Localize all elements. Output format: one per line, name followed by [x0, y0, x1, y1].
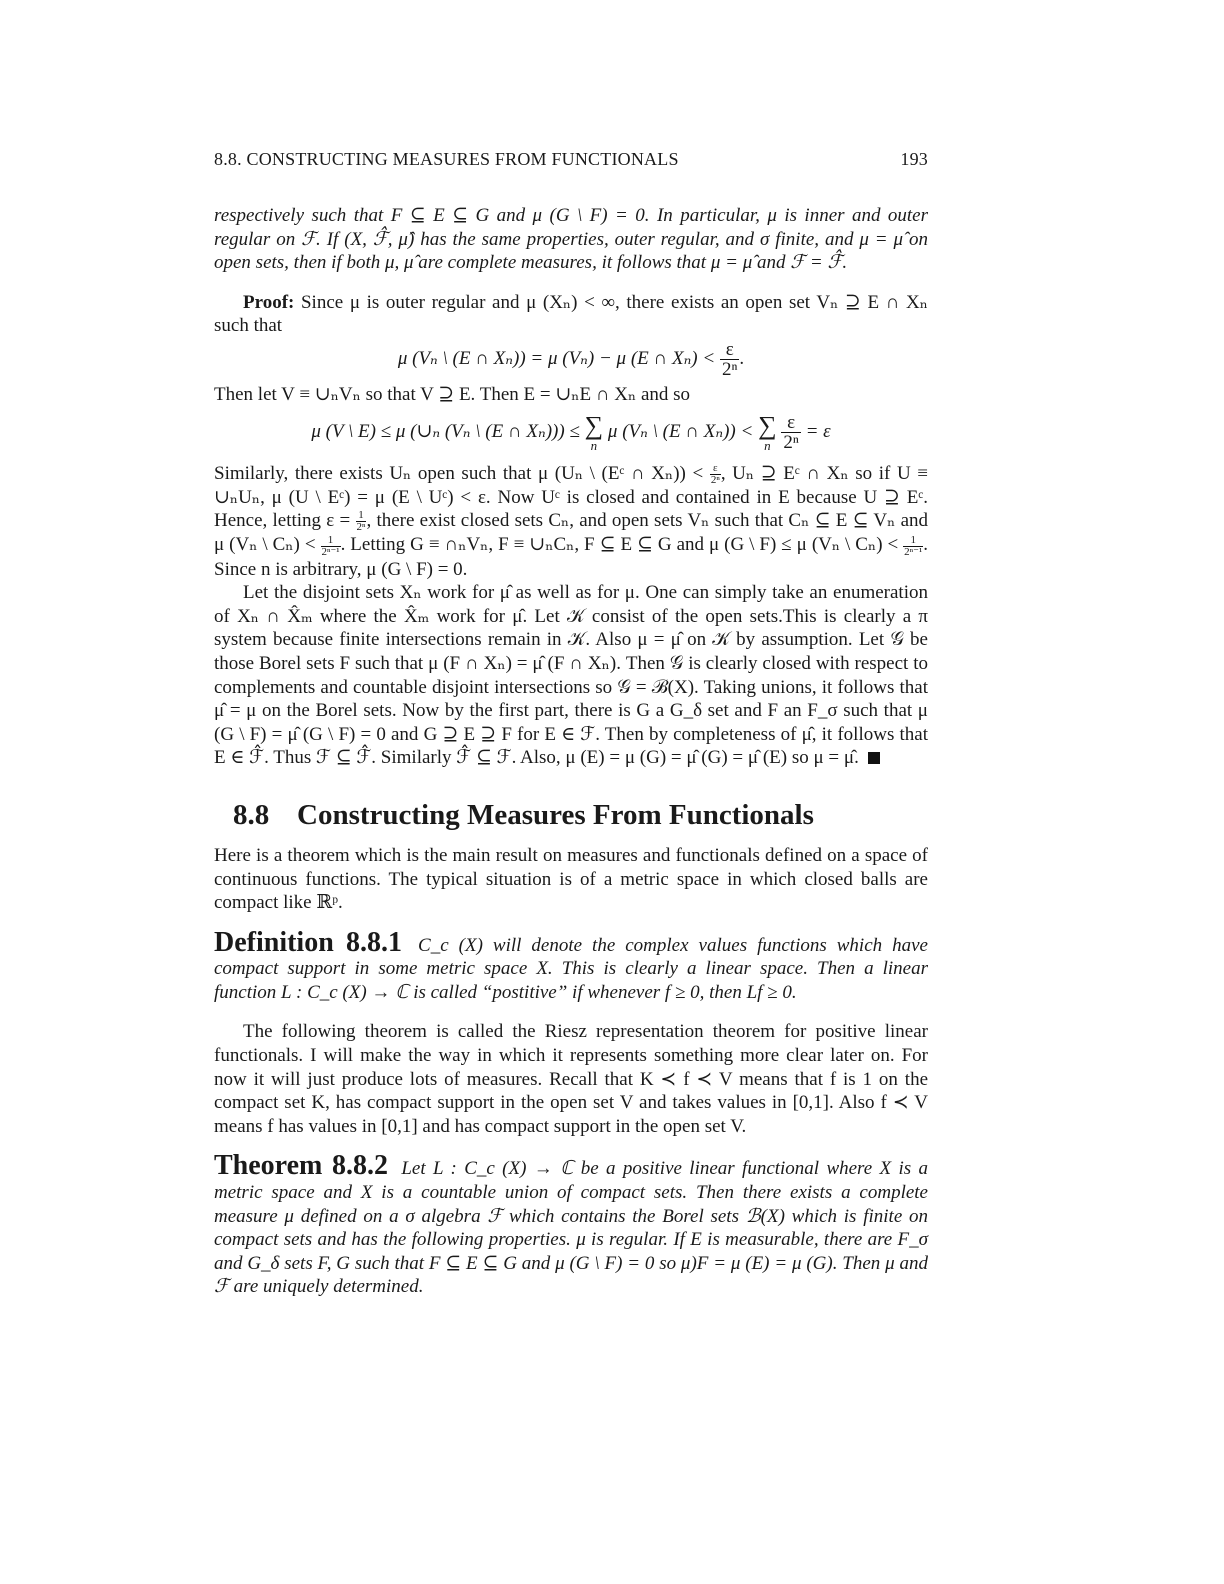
section-title: Constructing Measures From Functionals — [297, 798, 814, 831]
sum-operator-2 — [758, 410, 777, 453]
equation-1: μ (Vₙ \ (E ∩ Xₙ)) = μ (Vₙ) − μ (E ∩ Xₙ) < $\frac{\varepsilon}{\text{2ⁿ}}$ . — [397, 338, 745, 380]
definition-label: Definition 8.8.1 — [214, 926, 403, 958]
eq2-fraction — [781, 413, 800, 452]
similarly-e: . Since n is arbitrary, μ (G \ F) = 0. — [214, 534, 928, 580]
proof-para2-text: Let the disjoint sets Xₙ work for μ̂ as well as for μ. One can simply take an enumeration of Xₙ ∩ X̂ₘ where the X̂ₘ work for μ̂. Let 𝒦 consist of the open sets.This is clearly a π system because finite intersections remain in 𝒦. Also μ = μ̂ on 𝒦 by assumption. Let 𝒢 be those Borel sets F such that μ (F ∩ Xₙ) = μ̂ (F ∩ Xₙ). Then 𝒢 is clearly closed with respect to complements and countable disjoint intersections so 𝒢 = ℬ(X). Taking unions, it follows that μ̂ = μ on the Borel sets. Now by the first part, there is G a G_δ set and F an F_σ such that μ (G \ F) = μ̂ (G \ F) = 0 and G ⊇ E ⊇ F for E ∈ ℱ. Then by completeness of μ̂, it follows that E ∈ ℱ̂. Thus ℱ ⊆ ℱ̂. Similarly ℱ̂ ⊆ ℱ. Also, μ (E) = μ (G) = μ̂ (G) = μ̂ (E) so μ = μ̂. — [214, 582, 928, 769]
page-number: 193 — [900, 149, 928, 169]
eq1-den: 2ⁿ — [721, 358, 738, 380]
frac-1-2n — [356, 510, 367, 533]
proof-paragraph-2 — [214, 581, 928, 770]
after-eq1: Then let V ≡ ∪ₙVₙ so that V ⊇ E. Then E = ∪ₙE ∩ Xₙ and so — [214, 383, 691, 405]
frac-1-num-c: 1 — [903, 535, 923, 547]
frac-1-num: 1 — [356, 510, 367, 522]
header-title: 8.8. CONSTRUCTING MEASURES FROM FUNCTIONALS — [214, 149, 679, 169]
theorem-text: Let L : C_c (X) → ℂ be a positive linear functional where X is a metric space and X is a countable union of compact sets. Then there exists a complete measure μ defined on a σ algebra ℱ which contains the Borel sets ℬ(X) which is finite on compact sets and has the following properties. μ is regular. If E is measurable, there are F_σ and G_δ sets F, G such that F ⊆ E ⊆ G and μ (G \ F) = 0 so μ)F = μ (E) = μ (G). Then μ and ℱ are uniquely determined. — [214, 1158, 928, 1298]
frac-2n1-den-a: 2ⁿ⁻¹ — [321, 545, 340, 558]
definition-text: C_c (X) will denote the complex values functions which have compact support in some metric space X. This is clearly a linear space. Then a linear function L : C_c (X) → ℂ is called “postitive” if whenever f ≥ 0, then Lf ≥ 0. — [214, 934, 928, 1003]
eq1-num: ε — [720, 340, 739, 360]
theorem-cont-line2: regular on ℱ. If (X, ℱ̂, μ̂) has the same properties, outer regular, and σ finite, and μ = μ̂ — [214, 228, 904, 250]
qed-square-icon — [868, 752, 880, 764]
section-intro: Here is a theorem which is the main result on measures and functionals defined on a space of continuous functions. The typical situation is of a metric space in which closed balls are compact like ℝᵖ. — [214, 844, 928, 914]
theorem-block — [214, 1150, 928, 1299]
frac-1-num-b: 1 — [321, 535, 341, 547]
proof-label: Proof: — [243, 291, 295, 313]
section-number: 8.8 — [233, 798, 270, 831]
eq2-mid: μ (Vₙ \ (E ∩ Xₙ)) < — [607, 420, 754, 442]
sum-index-2: n — [764, 437, 771, 453]
sum-index-1: n — [590, 437, 598, 453]
frac-eps-2n — [710, 463, 721, 486]
theorem-continuation — [214, 204, 928, 275]
frac-2n1-den-b: 2ⁿ⁻¹ — [904, 545, 923, 558]
sum-symbol-1: ∑ — [584, 410, 604, 440]
sum-operator-1 — [584, 410, 604, 453]
eq2-right: = ε — [805, 420, 831, 442]
theorem-label: Theorem 8.8.2 — [214, 1150, 388, 1182]
similarly-d: . Letting G ≡ ∩ₙVₙ, F ≡ ∪ₙCₙ, F ⊆ E ⊆ G and μ (G \ F) ≤ μ (Vₙ \ Cₙ) < — [340, 534, 899, 556]
eq2-den: 2ⁿ — [783, 431, 799, 453]
similarly-b: , Uₙ ⊇ Eᶜ ∩ Xₙ so if U ≡ ∪ₙUₙ, μ (U \ Eᶜ) = μ (E \ Uᶜ) < ε. Now Uᶜ is closed and contained in E because U ⊇ Eᶜ. Hence, letting ε = — [214, 462, 929, 532]
eq2-num: ε — [781, 413, 800, 433]
proof-intro — [214, 291, 928, 338]
theorem-cont-line3: on open sets, then if both μ, μ̂ are complete measures, it follows that μ = μ̂ and ℱ = ℱ̂. — [214, 228, 928, 274]
proof-intro-text: Since μ is outer regular and μ (Xₙ) < ∞, there exists an open set Vₙ ⊇ E ∩ Xₙ such that — [214, 291, 928, 337]
theorem-cont-line1: respectively such that F ⊆ E ⊆ G and μ (G \ F) = 0. In particular, μ is inner and outer — [214, 205, 928, 226]
section-heading — [233, 798, 928, 832]
frac-eps-den: 2ⁿ — [710, 473, 720, 486]
eq1-fraction — [720, 340, 739, 379]
riesz-paragraph: The following theorem is called the Riesz representation theorem for positive linear functionals. I will make the way in which it represents something more clear later on. For now it will just produce lots of measures. Recall that K ≺ f ≺ V means that f is 1 on the compact set K, has compact support in the open set V and takes values in [0,1]. Also f ≺ V means f has values in [0,1] and has compact support in the open set V. — [214, 1021, 928, 1137]
sum-symbol-2: ∑ — [758, 410, 777, 440]
page — [214, 140, 928, 1299]
frac-1-2n1-a — [321, 535, 341, 558]
eq1-left: μ (Vₙ \ (E ∩ Xₙ)) = μ (Vₙ) − μ (E ∩ Xₙ) < — [397, 347, 716, 369]
equation-2 — [214, 410, 928, 453]
definition-block — [214, 926, 928, 1005]
frac-eps-num: ε — [710, 463, 721, 475]
frac-1-2n1-b — [903, 535, 923, 558]
similarly-a: Similarly, there exists Uₙ open such that μ (Uₙ \ (Eᶜ ∩ Xₙ)) < — [214, 462, 704, 484]
proof-similarly — [214, 462, 928, 582]
similarly-c: , there exist closed sets Cₙ, and open sets Vₙ such that Cₙ ⊆ E ⊆ Vₙ and μ (Vₙ \ Cₙ) < — [214, 510, 929, 556]
running-header — [214, 140, 928, 170]
eq2-left: μ (V \ E) ≤ μ (∪ₙ (Vₙ \ (E ∩ Xₙ))) ≤ — [311, 420, 580, 442]
frac-1-den: 2ⁿ — [356, 521, 366, 534]
